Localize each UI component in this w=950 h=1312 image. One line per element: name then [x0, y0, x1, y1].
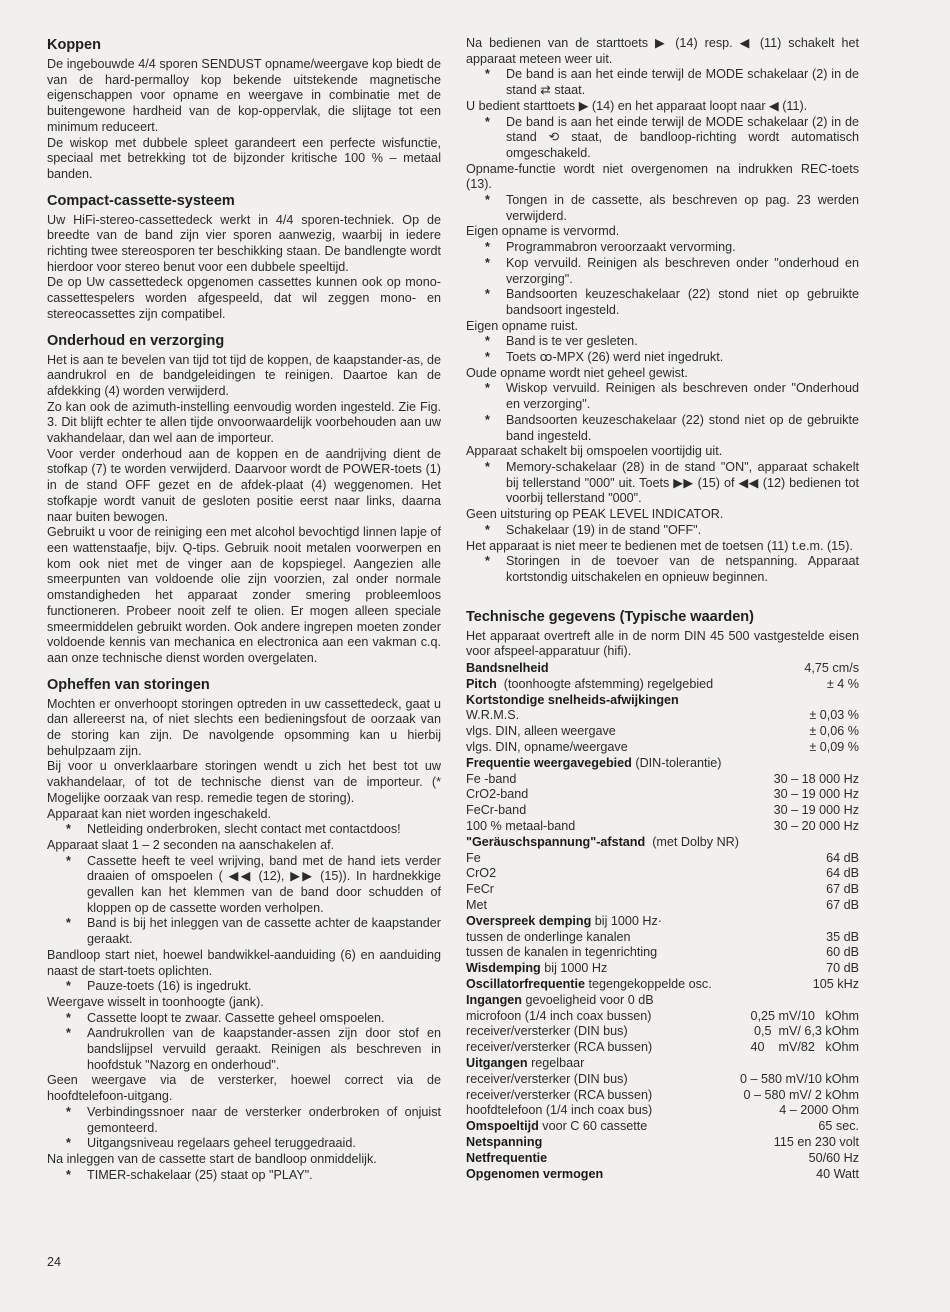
symptom: Het apparaat is niet meer te bedienen met de toetsen (11) t.e.m. (15).: [466, 538, 853, 553]
asterisk-icon: *: [66, 979, 71, 994]
remedy-item: * Programmabron veroorzaakt vervorming.: [485, 240, 736, 255]
remedy-item: * Wiskop vervuild. Reinigen als beschreven onder "Onderhoud en verzorging".: [485, 381, 859, 412]
spec-row: Wisdemping bij 1000 Hz 70 dB: [466, 961, 859, 976]
symptom: Oude opname wordt niet geheel gewist.: [466, 365, 688, 380]
asterisk-icon: *: [66, 822, 71, 837]
remedy-item: * Schakelaar (19) in de stand "OFF".: [485, 522, 702, 537]
spec-row: W.R.M.S. ± 0,03 %: [466, 708, 859, 723]
remedy-item: * Aandrukrollen van de kaapstander-assen zijn door stof en bandslijpsel vervuild geraakt. Reinigen als beschreven in hoofdstuk "Nazorg en onderhoud".: [66, 1026, 441, 1072]
spec-row: tussen de kanalen in tegenrichting 60 dB: [466, 945, 859, 960]
asterisk-icon: *: [485, 350, 490, 365]
spec-row: hoofdtelefoon (1/4 inch coax bus) 4 – 2000 Ohm: [466, 1103, 859, 1118]
remedy-item: * Bandsoorten keuzeschakelaar (22) stond niet op gebruikte bandsoort ingesteld.: [485, 287, 859, 317]
remedy-item: * De band is aan het einde terwijl de MODE schakelaar (2) in de stand ⟲ staat, de bandloop-richting wordt automatisch omgeschakeld.: [485, 114, 859, 160]
symptom: Eigen opname ruist.: [466, 318, 579, 333]
symptom: Weergave wisselt in toonhoogte (jank).: [47, 994, 264, 1009]
spec-row: receiver/versterker (RCA bussen) 0 – 580 mV/ 2 kOhm: [466, 1087, 859, 1102]
asterisk-icon: *: [66, 1167, 71, 1182]
symptom: Apparaat slaat 1 – 2 seconden na aanschakelen af.: [47, 837, 335, 852]
asterisk-icon: *: [485, 381, 490, 396]
paragraph: Gebruikt u voor de reiniging een met alcohol bevochtigd linnen lapje of een wattenstaafje, bijv. Q-tips. Gebruik nooit metalen voorwerpen en kom ook niet met de vinger aan de kopspiegel. Aangezien alle smeerpunten van voldoende olie zijn voorzien, zal onder normale omstandigheden het apparaat zonder smering probleemloos functioneren. Probeer nooit zelf te olien. Er mogen alleen speciale smeermiddelen gebruikt worden. Ook andere ingrepen moeten zonder voldoende kennis van mechanica en electronica aan een vakman c.q. aan onze technische dienst worden overgelaten.: [47, 525, 441, 665]
spec-row: Netspanning 115 en 230 volt: [466, 1134, 859, 1149]
symptom: Opname-functie wordt niet overgenomen na indrukken REC-toets (13).: [466, 161, 859, 192]
paragraph: Bij voor u onverklaarbare storingen wendt u zich het best tot uw vakhandelaar, of tot de technische dienst van de importeur. (* Mogelijke oorzaak van resp. remedie tegen de storing).: [47, 759, 441, 805]
page-number: 24: [47, 1255, 62, 1269]
asterisk-icon: *: [485, 255, 490, 270]
symptom: Na bedienen van de starttoets ▶ (14) resp. ◀ (11) schakelt het apparaat meteen weer uit.: [466, 36, 859, 66]
remedy-item: * Bandsoorten keuzeschakelaar (22) stond niet op de gebruikte band ingesteld.: [485, 412, 859, 443]
spec-row: vlgs. DIN, alleen weergave ± 0,06 %: [466, 724, 859, 739]
asterisk-icon: *: [485, 114, 490, 129]
spec-row: vlgs. DIN, opname/weergave ± 0,09 %: [466, 740, 859, 754]
paragraph: De ingebouwde 4/4 sporen SENDUST opname/weergave kop biedt de van de hard-permalloy kop bekende uitstekende magnetische eigenschappen voor opname en weergave in combinatie met de buitengewone hardheid van de kop-oppervlak, die slijtage tot een minimum reduceert.: [47, 57, 441, 134]
paragraph: Mochten er onverhoopt storingen optreden in uw cassettedeck, gaat u dan allereerst na, of niet slechts een bedieningsfout de oorzaak van de storing kan zijn. De navolgende opsomming kan u hierbij behulpzaam zijn.: [47, 696, 441, 758]
spec-row: FeCr-band 30 – 19 000 Hz: [466, 803, 859, 818]
asterisk-icon: *: [66, 1026, 71, 1041]
paragraph: Voor verder onderhoud aan de koppen en de aandrijving dient de stofkap (7) te worden verwijderd. Daarvoor wordt de POWER-toets (1) in de stand OFF gezet en de afdek-plaat (4) weggenomen. Het stofkapje wordt vanuit de gesloten positie eerst naar links, daarna naar buiten bewogen.: [47, 446, 441, 524]
right-column: [466, 36, 859, 1182]
spec-heading-row: Frequentie weergavegebied (DIN-tolerantie): [466, 755, 722, 770]
paragraph: De op Uw cassettedeck opgenomen cassettes kunnen ook op mono-cassettespelers worden afgespeeld, dat wil zeggen mono- en stereocassettes zijn compatibel.: [47, 275, 441, 321]
symptom: Geen uitsturing op PEAK LEVEL INDICATOR.: [466, 507, 724, 522]
asterisk-icon: *: [485, 240, 490, 255]
symptom: Bandloop start niet, hoewel bandwikkel-aanduiding (6) en aanduiding naast de start-toets oplichten.: [47, 947, 441, 978]
section-title-compact-cassette: Compact-cassette-systeem: [47, 192, 235, 209]
paragraph: Zo kan ook de azimuth-instelling eenvoudig worden ingesteld. Zie Fig. 3. Dit blijft echter te allen tijde onvoorwaardelijk voorbehouden aan uw vakhandelaar, dan wel aan de importeur.: [47, 399, 441, 446]
spec-row: FeCr 67 dB: [466, 882, 859, 897]
symptom: Geen weergave via de versterker, hoewel correct via de hoofdtelefoon-uitgang.: [47, 1073, 441, 1104]
spec-heading-row: Overspreek demping bij 1000 Hz·: [466, 913, 662, 928]
asterisk-icon: *: [485, 459, 490, 474]
symptom: Apparaat schakelt bij omspoelen voortijdig uit.: [466, 444, 723, 459]
asterisk-icon: *: [485, 522, 490, 537]
spec-row: Oscillatorfrequentie tegengekoppelde osc. 105 kHz: [466, 976, 859, 991]
remedy-item: * Pauze-toets (16) is ingedrukt.: [66, 979, 252, 994]
remedy-item: * Uitgangsniveau regelaars geheel teruggedraaid.: [66, 1136, 356, 1151]
spec-heading-row: Kortstondige snelheids-afwijkingen: [466, 692, 679, 707]
asterisk-icon: *: [66, 1010, 71, 1025]
spec-row: CrO2-band 30 – 19 000 Hz: [466, 787, 859, 802]
spec-table: [466, 661, 859, 1182]
spec-row: receiver/versterker (DIN bus) 0 – 580 mV/10 kOhm: [466, 1071, 859, 1086]
remedy-item: * TIMER-schakelaar (25) staat op "PLAY".: [66, 1167, 313, 1182]
spec-row: receiver/versterker (RCA bussen) 40 mV/82 kOhm: [466, 1040, 859, 1055]
remedy-item: * Netleiding onderbroken, slecht contact met contactdoos!: [66, 822, 401, 837]
remedy-item: * Storingen in de toevoer van de netspanning. Apparaat kortstondig uitschakelen en opnieuw beginnen.: [485, 554, 859, 584]
left-column: [47, 36, 441, 1183]
symptom: Na inleggen van de cassette start de bandloop onmiddelijk.: [47, 1152, 377, 1166]
spec-row: microfoon (1/4 inch coax bussen) 0,25 mV/10 kOhm: [466, 1008, 859, 1023]
spec-row: Opgenomen vermogen 40 Watt: [466, 1166, 859, 1181]
spec-row: Fe 64 dB: [466, 850, 859, 865]
remedy-item: * Memory-schakelaar (28) in de stand "ON", apparaat schakelt bij tellerstand "000" uit. Toets ▶▶ (15) of ◀◀ (12) bedienen tot voorbij tellerstand "000".: [485, 459, 859, 506]
spec-row: tussen de onderlinge kanalen 35 dB: [466, 929, 859, 944]
asterisk-icon: *: [485, 67, 490, 82]
remedy-item: * Toets ꝏ-MPX (26) werd niet ingedrukt.: [485, 350, 724, 365]
section-title-technische-gegevens: Technische gegevens (Typische waarden): [466, 608, 754, 625]
remedy-item: * Cassette heeft te veel wrijving, band met de hand iets verder draaien of omspoelen ( ◀◀ (12), ▶▶ (15)). In hardnekkige gevallen kan het klemmen van de band door schudden of kloppen op de cassette worden verholpen.: [66, 853, 441, 915]
paragraph: De wiskop met dubbele spleet garandeert een perfecte wisfunctie, speciaal met betrekking tot de bijzonder kritische 100 % – metaal banden.: [47, 135, 441, 181]
section-title-koppen: Koppen: [47, 37, 101, 53]
paragraph: Uw HiFi-stereo-cassettedeck werkt in 4/4 sporen-techniek. Op de breedte van de band zijn vier sporen aanwezig, waarbij in iedere richting twee stereosporen ter beschikking staan. De bandlengte wordt hierdoor voor stereo benut voor een dubbele speeltijd.: [47, 212, 441, 274]
spec-row: 100 % metaal-band 30 – 20 000 Hz: [466, 818, 859, 833]
spec-row: CrO2 64 dB: [466, 866, 859, 881]
paragraph: Het apparaat overtreft alle in de norm DIN 45 500 vastgestelde eisen voor afspeel-apparatuur (hifi).: [466, 628, 859, 659]
asterisk-icon: *: [66, 916, 71, 931]
spec-row: Netfrequentie 50/60 Hz: [466, 1150, 859, 1165]
remedy-item: * De band is aan het einde terwijl de MODE schakelaar (2) in de stand ⇄ staat.: [485, 67, 859, 98]
symptom: U bedient starttoets ▶ (14) en het apparaat loopt naar ◀ (11).: [466, 98, 808, 113]
asterisk-icon: *: [485, 287, 490, 302]
remedy-item: * Kop vervuild. Reinigen als beschreven onder "onderhoud en verzorging".: [485, 255, 859, 286]
symptom: Apparaat kan niet worden ingeschakeld.: [47, 806, 272, 821]
asterisk-icon: *: [485, 334, 490, 349]
remedy-item: * Band is te ver gesleten.: [485, 334, 638, 349]
remedy-item: * Tongen in de cassette, als beschreven op pag. 23 werden verwijderd.: [485, 193, 859, 223]
remedy-item: * Verbindingssnoer naar de versterker onderbroken of onjuist gemonteerd.: [66, 1104, 441, 1135]
section-title-onderhoud: Onderhoud en verzorging: [47, 332, 225, 349]
spec-heading-row: "Geräuschspannung"-afstand (met Dolby NR): [466, 834, 739, 849]
spec-row: Pitch (toonhoogte afstemming) regelgebied ± 4 %: [466, 676, 859, 691]
spec-heading-row: Uitgangen regelbaar: [466, 1055, 585, 1070]
asterisk-icon: *: [66, 1136, 71, 1151]
spec-row: Met 67 dB: [466, 897, 859, 912]
remedy-item: * Band is bij het inleggen van de cassette achter de kaapstander geraakt.: [66, 916, 441, 947]
spec-heading-row: Ingangen gevoeligheid voor 0 dB: [466, 992, 654, 1007]
asterisk-icon: *: [485, 412, 490, 427]
spec-row: Omspoeltijd voor C 60 cassette 65 sec.: [466, 1119, 859, 1134]
spec-row: receiver/versterker (DIN bus) 0,5 mV/ 6,3 kOhm: [466, 1024, 859, 1039]
asterisk-icon: *: [485, 193, 490, 208]
spec-row: Fe -band 30 – 18 000 Hz: [466, 771, 859, 786]
asterisk-icon: *: [485, 554, 490, 569]
section-title-storingen: Opheffen van storingen: [47, 676, 210, 693]
paragraph: Het is aan te bevelen van tijd tot tijd de koppen, de kaapstander-as, de aandrukrol en de bandgeleidingen te reinigen. Daartoe kan de afdekking (4) worden verwijderd.: [47, 352, 441, 398]
remedy-item: * Cassette loopt te zwaar. Cassette geheel omspoelen.: [66, 1010, 385, 1025]
asterisk-icon: *: [66, 1104, 71, 1119]
asterisk-icon: *: [66, 853, 71, 868]
symptom: Eigen opname is vervormd.: [466, 224, 620, 239]
spec-row: Bandsnelheid 4,75 cm/s: [466, 661, 859, 676]
